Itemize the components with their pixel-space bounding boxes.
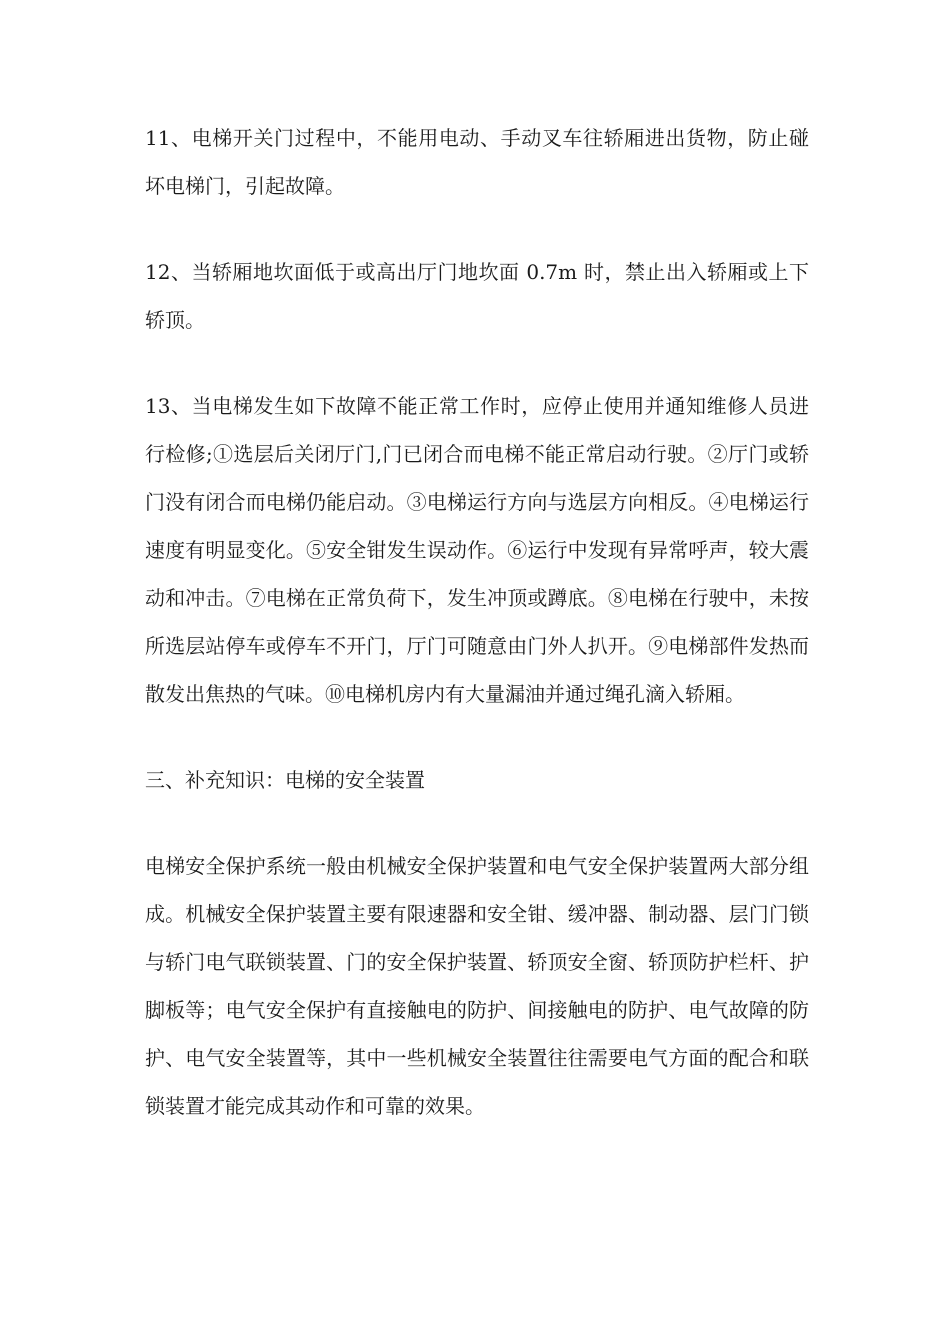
paragraph-item-12: 12、当轿厢地坎面低于或高出厅门地坎面 0.7m 时，禁止出入轿厢或上下轿顶。 <box>145 260 809 332</box>
section-heading: 三、补充知识：电梯的安全装置 <box>145 768 425 792</box>
paragraph-safety-devices: 电梯安全保护系统一般由机械安全保护装置和电气安全保护装置两大部分组成。机械安全保护装置主要有限速器和安全钳、缓冲器、制动器、层门门锁与轿门电气联锁装置、门的安全保护装置、轿顶安全窗、轿顶防护栏杆、护脚板等；电气安全保护有直接触电的防护、间接触电的防护、电气故障的防护、电气安全装置等，其中一些机械安全装置往往需要电气方面的配合和联锁装置才能完成其动作和可靠的效果。 <box>145 854 809 1118</box>
paragraph-item-11: 11、电梯开关门过程中，不能用电动、手动叉车往轿厢进出货物，防止碰坏电梯门，引起故障。 <box>145 126 809 198</box>
document-body <box>145 114 809 1168</box>
paragraph-item-13: 13、当电梯发生如下故障不能正常工作时，应停止使用并通知维修人员进行检修;①选层后关闭厅门,门已闭合而电梯不能正常启动行驶。②厅门或轿门没有闭合而电梯仍能启动。③电梯运行方向与选层方向相反。④电梯运行速度有明显变化。⑤安全钳发生误动作。⑥运行中发现有异常呼声，较大震动和冲击。⑦电梯在正常负荷下，发生冲顶或蹲底。⑧电梯在行驶中，未按所选层站停车或停车不开门，厅门可随意由门外人扒开。⑨电梯部件发热而散发出焦热的气味。⑩电梯机房内有大量漏油并通过绳孔滴入轿厢。 <box>145 394 809 706</box>
